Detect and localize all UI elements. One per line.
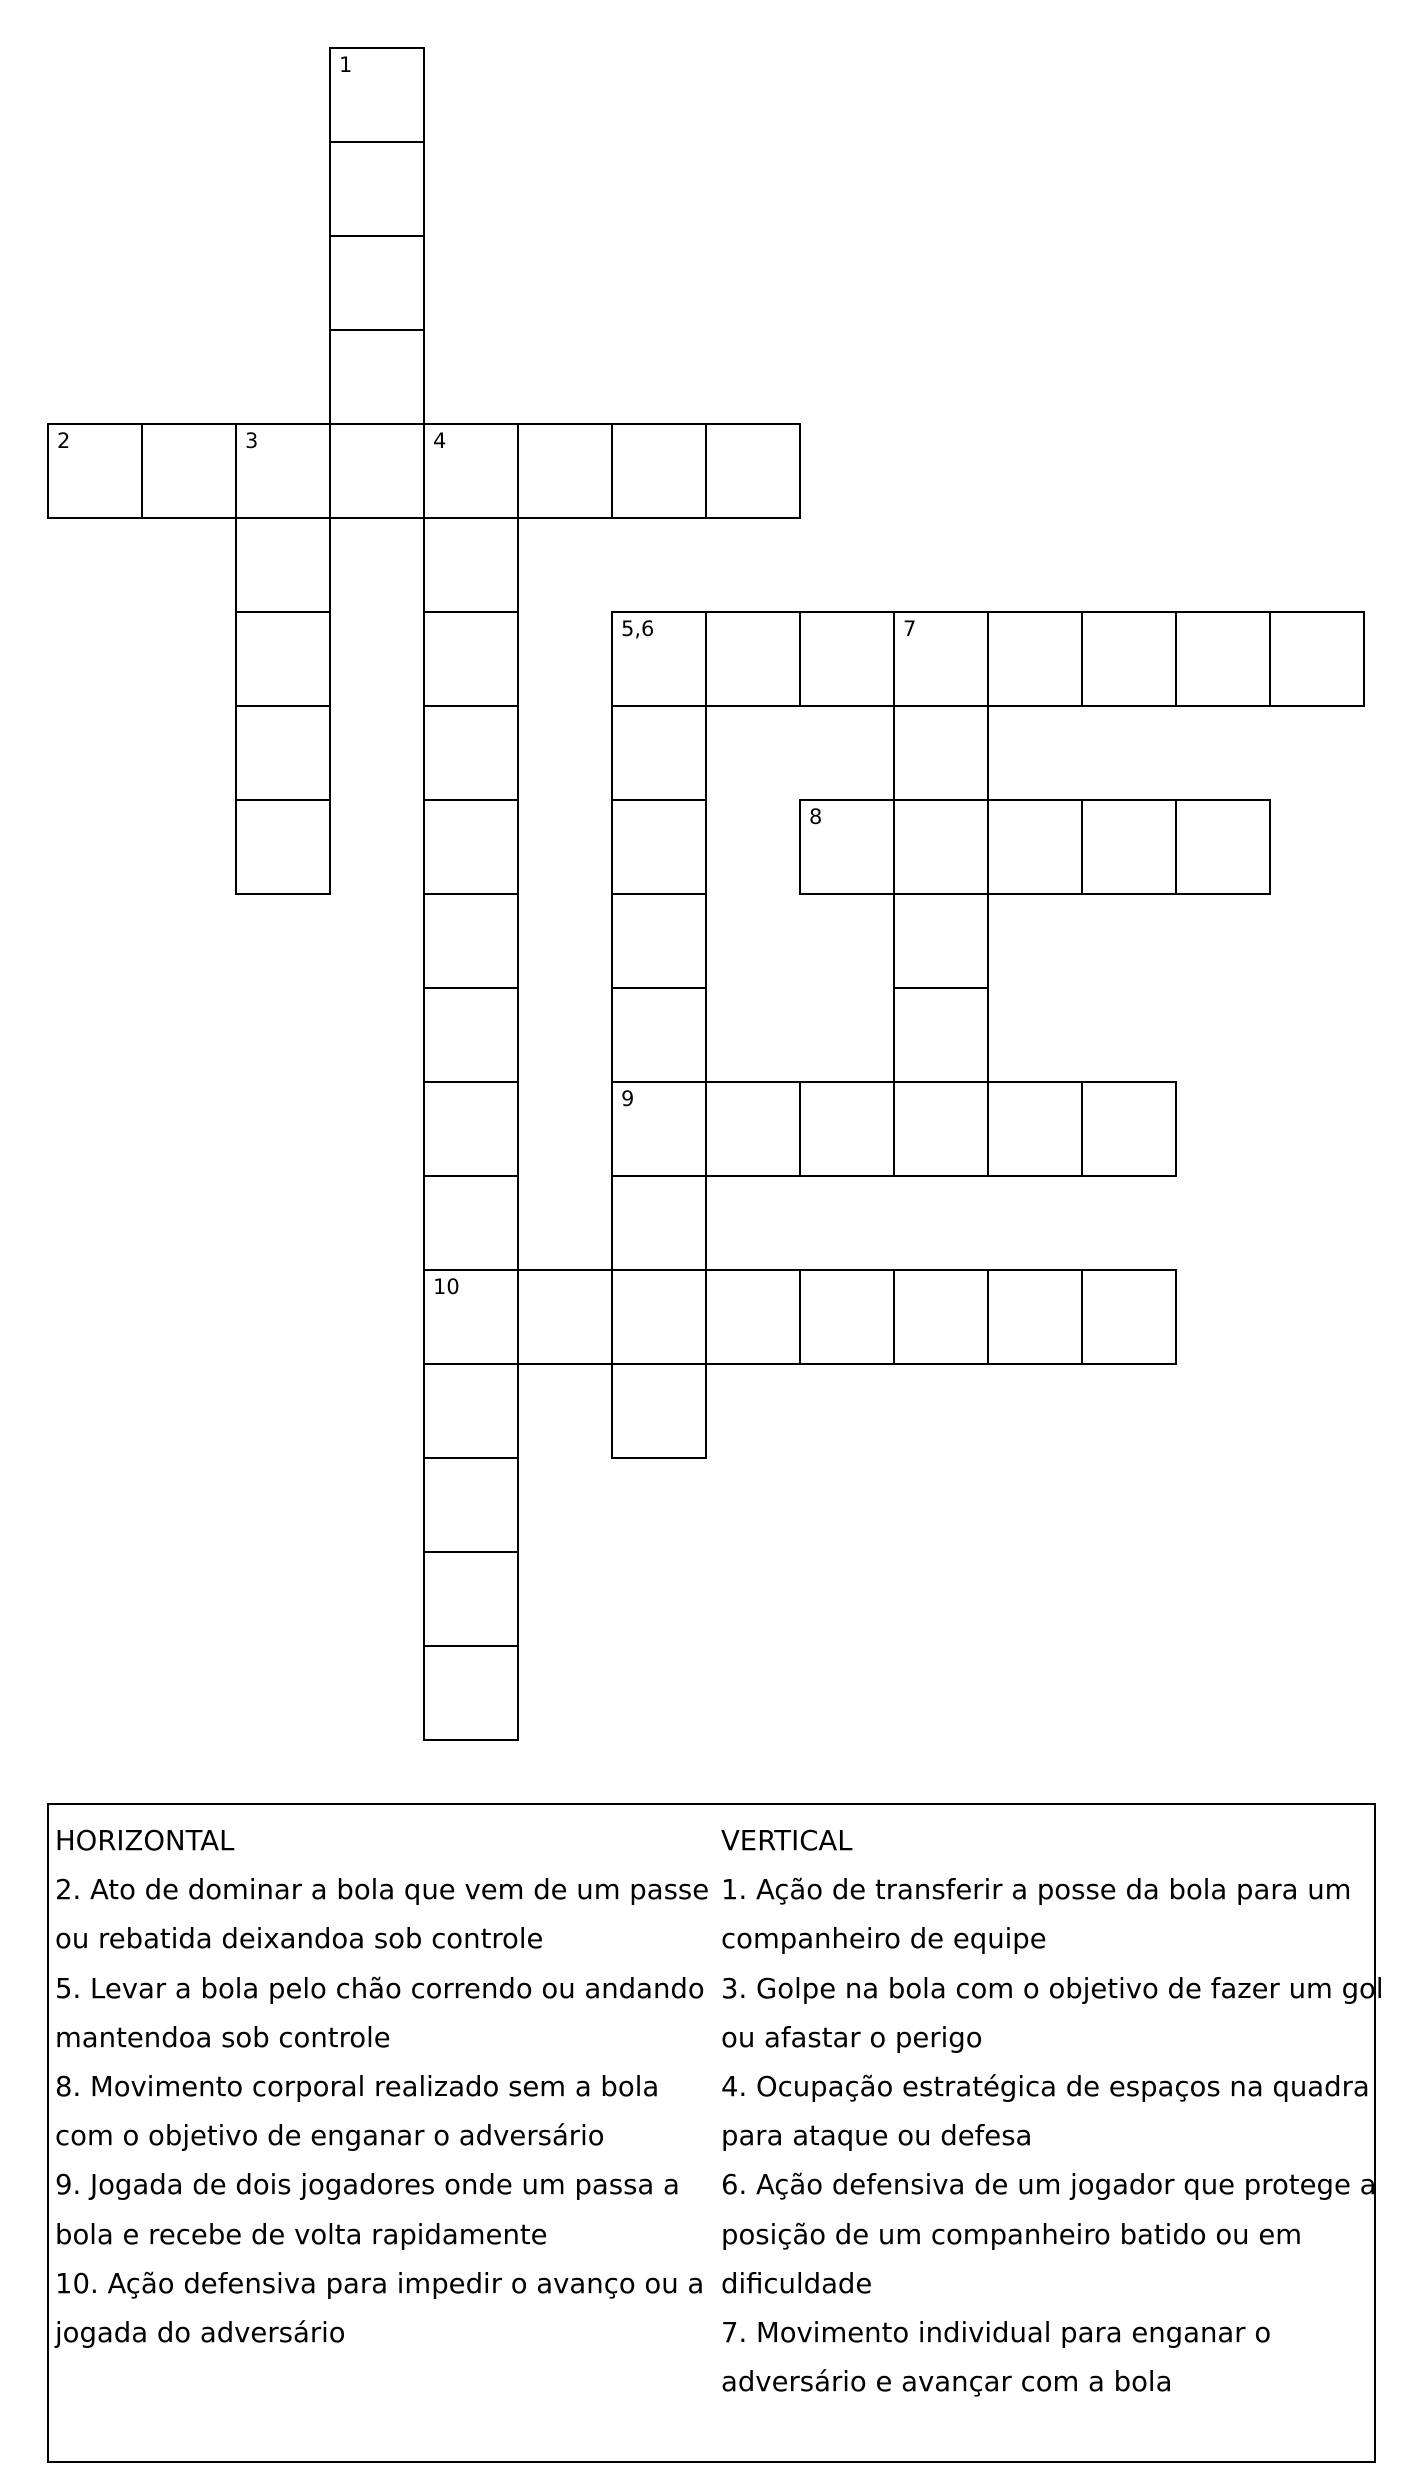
crossword-cell[interactable]: [799, 1269, 895, 1365]
cell-letter-input[interactable]: [895, 1083, 987, 1175]
horizontal-clue-line: mantendoa sob controle: [55, 2021, 391, 2054]
crossword-cell[interactable]: [705, 423, 801, 519]
cell-letter-input[interactable]: [707, 613, 799, 705]
cell-letter-input[interactable]: [707, 425, 799, 517]
crossword-cell[interactable]: [893, 799, 989, 895]
vertical-clues-column: [721, 1817, 1384, 2407]
cell-letter-input[interactable]: [237, 707, 329, 799]
crossword-cell[interactable]: [235, 517, 331, 613]
horizontal-clue-line: 10. Ação defensiva para impedir o avanço ou a: [55, 2267, 705, 2300]
horizontal-clue-line: com o objetivo de enganar o adversário: [55, 2120, 605, 2153]
crossword-cell[interactable]: [611, 705, 707, 801]
horizontal-clue-line: 8. Movimento corporal realizado sem a bola: [55, 2071, 660, 2104]
cell-letter-input[interactable]: [613, 1365, 705, 1457]
cell-letter-input[interactable]: [519, 425, 611, 517]
crossword-cell[interactable]: [705, 1269, 801, 1365]
cell-letter-input[interactable]: [613, 989, 705, 1081]
cell-letter-input[interactable]: [331, 331, 423, 423]
crossword-cell[interactable]: [423, 799, 519, 895]
crossword-cell[interactable]: [987, 1081, 1083, 1177]
crossword-cell[interactable]: [1269, 611, 1365, 707]
crossword-cell[interactable]: [611, 611, 707, 707]
cell-letter-input[interactable]: [1083, 801, 1175, 893]
cell-letter-input[interactable]: [425, 989, 517, 1081]
vertical-clue-line: ou afastar o perigo: [721, 2021, 983, 2054]
cell-letter-input[interactable]: [143, 425, 235, 517]
crossword-cell[interactable]: [423, 893, 519, 989]
cell-letter-input[interactable]: [1271, 613, 1363, 705]
crossword-cell[interactable]: [987, 1269, 1083, 1365]
crossword-cell[interactable]: [235, 611, 331, 707]
crossword-cell[interactable]: [611, 987, 707, 1083]
crossword-cell[interactable]: [611, 1269, 707, 1365]
cell-letter-input[interactable]: [425, 707, 517, 799]
cell-letter-input[interactable]: [801, 1271, 893, 1363]
cell-letter-input[interactable]: [331, 143, 423, 235]
cell-letter-input[interactable]: [895, 801, 987, 893]
clue-number: 2: [57, 429, 71, 453]
crossword-cell[interactable]: [893, 893, 989, 989]
cell-letter-input[interactable]: [237, 613, 329, 705]
horizontal-clue-line: 9. Jogada de dois jogadores onde um passa a: [55, 2169, 680, 2202]
vertical-clue-line: 6. Ação defensiva de um jogador que protege a: [721, 2169, 1377, 2202]
cell-letter-input[interactable]: [425, 519, 517, 611]
crossword-cell[interactable]: [423, 1363, 519, 1459]
vertical-clue-line: 4. Ocupação estratégica de espaços na quadra: [721, 2071, 1370, 2104]
crossword-cell[interactable]: [611, 1081, 707, 1177]
crossword-cell[interactable]: [329, 235, 425, 331]
vertical-clue-line: para ataque ou defesa: [721, 2120, 1033, 2153]
crossword-cell[interactable]: [423, 1081, 519, 1177]
clue-number: 10: [433, 1275, 460, 1299]
crossword-cell[interactable]: [1081, 611, 1177, 707]
cell-letter-input[interactable]: [989, 801, 1081, 893]
cell-letter-input[interactable]: [425, 801, 517, 893]
crossword-cell[interactable]: [423, 1457, 519, 1553]
horizontal-clues-column: [55, 1817, 715, 2358]
crossword-cell[interactable]: [611, 893, 707, 989]
cell-letter-input[interactable]: [425, 1647, 517, 1739]
cell-letter-input[interactable]: [49, 425, 141, 517]
crossword-cell[interactable]: [893, 611, 989, 707]
crossword-cell[interactable]: [423, 1175, 519, 1271]
crossword-cell[interactable]: [611, 1175, 707, 1271]
crossword-cell[interactable]: [1081, 799, 1177, 895]
cell-letter-input[interactable]: [989, 1083, 1081, 1175]
crossword-cell[interactable]: [799, 799, 895, 895]
clue-number: 4: [433, 429, 447, 453]
crossword-cell[interactable]: [1081, 1081, 1177, 1177]
crossword-cell[interactable]: [1175, 611, 1271, 707]
crossword-cell[interactable]: [423, 1551, 519, 1647]
vertical-clue-line: 1. Ação de transferir a posse da bola para um: [721, 1874, 1352, 1907]
crossword-cell[interactable]: [423, 611, 519, 707]
cell-letter-input[interactable]: [237, 425, 329, 517]
clue-number: 7: [903, 617, 917, 641]
crossword-cell[interactable]: [893, 705, 989, 801]
crossword-cell[interactable]: [235, 799, 331, 895]
cell-letter-input[interactable]: [613, 613, 705, 705]
cell-letter-input[interactable]: [613, 1177, 705, 1269]
clues-box: [47, 1803, 1384, 2463]
vertical-clue-line: companheiro de equipe: [721, 1923, 1047, 1956]
crossword-cell[interactable]: [423, 423, 519, 519]
clue-number: 9: [621, 1087, 635, 1111]
cell-letter-input[interactable]: [989, 1271, 1081, 1363]
cell-letter-input[interactable]: [801, 801, 893, 893]
crossword-cell[interactable]: [893, 1081, 989, 1177]
vertical-clue-line: adversário e avançar com a bola: [721, 2366, 1173, 2399]
cell-letter-input[interactable]: [425, 613, 517, 705]
cell-letter-input[interactable]: [801, 613, 893, 705]
cell-letter-input[interactable]: [613, 425, 705, 517]
crossword-cell[interactable]: [47, 423, 143, 519]
crossword-cell[interactable]: [987, 611, 1083, 707]
cell-letter-input[interactable]: [425, 1365, 517, 1457]
crossword-cell[interactable]: [423, 1269, 519, 1365]
crossword-cell[interactable]: [705, 611, 801, 707]
cell-letter-input[interactable]: [613, 801, 705, 893]
crossword-cell[interactable]: [1081, 1269, 1177, 1365]
crossword-cell[interactable]: [329, 423, 425, 519]
horizontal-clue-line: bola e recebe de volta rapidamente: [55, 2218, 548, 2251]
clue-number: 3: [245, 429, 259, 453]
crossword-cell[interactable]: [799, 1081, 895, 1177]
cell-letter-input[interactable]: [895, 1271, 987, 1363]
cell-letter-input[interactable]: [707, 1271, 799, 1363]
crossword-cell[interactable]: [423, 987, 519, 1083]
crossword-cell[interactable]: [423, 517, 519, 613]
crossword-cell[interactable]: [423, 1645, 519, 1741]
cell-letter-input[interactable]: [519, 1271, 611, 1363]
horizontal-clue-line: 2. Ato de dominar a bola que vem de um passe: [55, 1874, 710, 1907]
cell-letter-input[interactable]: [425, 1271, 517, 1363]
cell-letter-input[interactable]: [237, 519, 329, 611]
cell-letter-input[interactable]: [613, 1271, 705, 1363]
horizontal-clue-line: jogada do adversário: [55, 2317, 346, 2350]
clue-number: 1: [339, 53, 353, 77]
cell-letter-input[interactable]: [1177, 801, 1269, 893]
crossword-cell[interactable]: [329, 141, 425, 237]
cell-letter-input[interactable]: [895, 895, 987, 987]
crossword-cell[interactable]: [705, 1081, 801, 1177]
cell-letter-input[interactable]: [1083, 1271, 1175, 1363]
crossword-cell[interactable]: [987, 799, 1083, 895]
clue-number: 8: [809, 805, 823, 829]
vertical-clue-line: 7. Movimento individual para enganar o: [721, 2317, 1272, 2350]
cell-letter-input[interactable]: [613, 1083, 705, 1175]
cell-letter-input[interactable]: [331, 49, 423, 141]
cell-letter-input[interactable]: [1083, 613, 1175, 705]
cell-letter-input[interactable]: [1177, 613, 1269, 705]
clue-number: 5,6: [621, 617, 655, 641]
vertical-clue-line: 3. Golpe na bola com o objetivo de fazer um gol: [721, 1972, 1384, 2005]
vertical-clue-line: dificuldade: [721, 2267, 873, 2300]
cell-letter-input[interactable]: [895, 707, 987, 799]
crossword-cell[interactable]: [329, 47, 425, 143]
crossword-cell[interactable]: [611, 799, 707, 895]
vertical-heading: VERTICAL: [721, 1825, 853, 1857]
crossword-cell[interactable]: [141, 423, 237, 519]
cell-letter-input[interactable]: [425, 1459, 517, 1551]
crossword-cell[interactable]: [423, 705, 519, 801]
cell-letter-input[interactable]: [707, 1083, 799, 1175]
cell-letter-input[interactable]: [425, 1177, 517, 1269]
cell-letter-input[interactable]: [613, 707, 705, 799]
crossword-cell[interactable]: [517, 1269, 613, 1365]
cell-letter-input[interactable]: [331, 237, 423, 329]
crossword-cell[interactable]: [893, 1269, 989, 1365]
crossword-cell[interactable]: [611, 423, 707, 519]
crossword-cell[interactable]: [329, 329, 425, 425]
cell-letter-input[interactable]: [895, 989, 987, 1081]
crossword-cell[interactable]: [235, 423, 331, 519]
crossword-cell[interactable]: [235, 705, 331, 801]
vertical-clue-line: posição de um companheiro batido ou em: [721, 2218, 1303, 2251]
cell-letter-input[interactable]: [1083, 1083, 1175, 1175]
horizontal-clue-line: 5. Levar a bola pelo chão correndo ou andando: [55, 1972, 705, 2005]
cell-letter-input[interactable]: [237, 801, 329, 893]
crossword-cell[interactable]: [1175, 799, 1271, 895]
horizontal-heading: HORIZONTAL: [55, 1825, 235, 1857]
cell-letter-input[interactable]: [613, 895, 705, 987]
cell-letter-input[interactable]: [989, 613, 1081, 705]
crossword-cell[interactable]: [799, 611, 895, 707]
cell-letter-input[interactable]: [425, 895, 517, 987]
crossword-cell[interactable]: [893, 987, 989, 1083]
cell-letter-input[interactable]: [425, 1553, 517, 1645]
cell-letter-input[interactable]: [895, 613, 987, 705]
crossword-cell[interactable]: [611, 1363, 707, 1459]
horizontal-clue-line: ou rebatida deixandoa sob controle: [55, 1923, 544, 1956]
cell-letter-input[interactable]: [425, 425, 517, 517]
cell-letter-input[interactable]: [331, 425, 423, 517]
cell-letter-input[interactable]: [425, 1083, 517, 1175]
crossword-cell[interactable]: [517, 423, 613, 519]
cell-letter-input[interactable]: [801, 1083, 893, 1175]
